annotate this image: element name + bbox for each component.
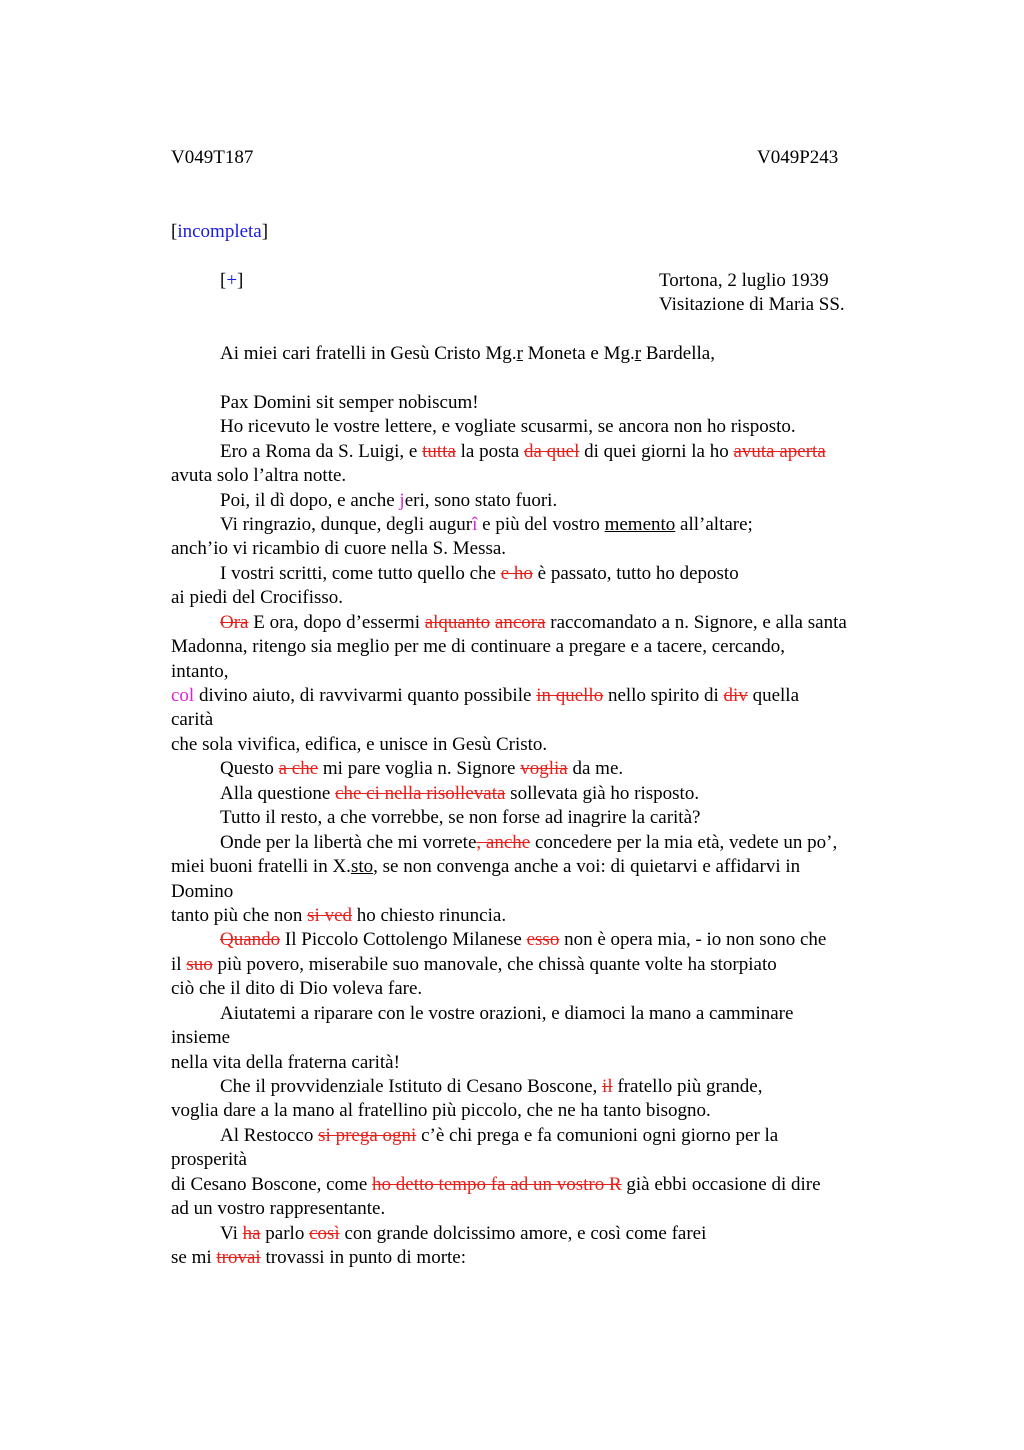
deleted-text: a che	[278, 758, 319, 779]
cross-symbol: +	[226, 270, 238, 291]
underlined-text: sto	[350, 856, 374, 877]
text-line	[220, 757, 623, 781]
text-segment: raccomandato a n. Signore, e alla santa	[545, 612, 847, 633]
text-segment: già ebbi occasione di dire	[621, 1174, 821, 1195]
deleted-text: e ho	[500, 563, 533, 584]
text-segment: anch’io vi ricambio di cuore nella S. Messa.	[171, 538, 507, 559]
text-line	[171, 1148, 247, 1172]
text-line	[220, 1002, 793, 1026]
text-line	[220, 806, 700, 830]
status-note	[171, 220, 268, 244]
deleted-text: tutta	[422, 441, 456, 462]
text-segment: Ai miei cari fratelli in Gesù Cristo Mg.	[220, 343, 517, 364]
deleted-text: voglia	[520, 758, 568, 779]
text-segment: Alla questione	[220, 783, 336, 804]
text-segment: ai piedi del Crocifisso.	[171, 587, 344, 608]
deleted-text: si ved	[307, 905, 352, 926]
deleted-text: da quel	[523, 441, 580, 462]
text-segment: I vostri scritti, come tutto quello che	[220, 563, 501, 584]
document-code-left: V049T187	[171, 147, 254, 168]
text-segment: Il Piccolo Cottolengo Milanese	[280, 929, 527, 950]
text-line	[171, 1026, 230, 1050]
text-segment: di quei giorni la ho	[579, 441, 734, 462]
text-segment: Domino	[171, 881, 234, 902]
deleted-text: div	[723, 685, 748, 706]
text-line	[220, 562, 739, 586]
text-segment: avuta solo l’altra notte.	[171, 465, 347, 486]
text-line	[220, 1124, 778, 1148]
deleted-text: si prega ogni	[318, 1125, 417, 1146]
text-line	[171, 904, 506, 928]
text-line	[171, 464, 346, 488]
text-line	[220, 1222, 706, 1246]
deleted-text: Quando	[220, 929, 281, 950]
text-segment: Vi	[220, 1223, 243, 1244]
underlined-text: r	[634, 343, 642, 364]
text-segment: Che il provvidenziale Istituto di Cesano Boscone,	[220, 1076, 603, 1097]
text-segment: mi pare voglia n. Signore	[318, 758, 521, 779]
text-line	[171, 586, 343, 610]
text-line	[171, 1197, 385, 1221]
text-line	[171, 635, 785, 659]
text-line	[171, 1246, 466, 1270]
deleted-text: in quello	[536, 685, 604, 706]
text-segment: Moneta e Mg.	[522, 343, 635, 364]
text-segment: Al Restocco	[220, 1125, 319, 1146]
deleted-text: esso	[526, 929, 560, 950]
text-line	[220, 831, 837, 855]
status-bracket-open: [	[171, 221, 178, 242]
cross-bracket-close: ]	[237, 270, 244, 291]
correction-text: col	[171, 685, 195, 706]
deleted-text: ha	[242, 1223, 261, 1244]
text-line	[220, 611, 847, 635]
deleted-text: suo	[186, 954, 213, 975]
text-segment: eri, sono stato fuori.	[404, 490, 558, 511]
deleted-text: trovai	[216, 1247, 261, 1268]
text-segment: Vi ringrazio, dunque, degli augur	[220, 514, 473, 535]
text-segment: più povero, miserabile suo manovale, che chissà quante volte ha storpiato	[212, 954, 777, 975]
text-segment: Questo	[220, 758, 279, 779]
place-date-line-1: Tortona, 2 luglio 1939	[659, 270, 829, 291]
text-segment: c’è chi prega e fa comunioni ogni giorno per la	[416, 1125, 779, 1146]
place-date-line-2: Visitazione di Maria SS.	[659, 294, 845, 315]
text-line	[171, 953, 777, 977]
text-line	[171, 684, 799, 708]
text-line	[171, 977, 422, 1001]
text-segment: tanto più che non	[171, 905, 308, 926]
deleted-text: così	[309, 1223, 340, 1244]
deleted-text: alquanto	[424, 612, 491, 633]
status-label: incompleta	[177, 221, 262, 242]
text-segment: Bardella,	[641, 343, 715, 364]
text-segment: all’altare;	[675, 514, 753, 535]
text-segment: quella	[747, 685, 800, 706]
text-line	[171, 855, 800, 879]
deleted-text: avuta aperta	[733, 441, 826, 462]
text-line	[171, 1173, 821, 1197]
document-code-right: V049P243	[757, 147, 839, 168]
text-segment: carità	[171, 709, 214, 730]
text-line	[220, 513, 753, 537]
text-segment: ad un vostro rappresentante.	[171, 1198, 386, 1219]
text-segment: Pax Domini sit semper nobiscum!	[220, 392, 479, 413]
underlined-text: memento	[604, 514, 676, 535]
deleted-text: , anche	[476, 832, 531, 853]
text-segment: fratello più grande,	[612, 1076, 763, 1097]
text-segment: che sola vivifica, edifica, e unisce in Gesù Cristo.	[171, 734, 548, 755]
text-segment: Ho ricevuto le vostre lettere, e vogliate scusarmi, se ancora non ho risposto.	[220, 416, 796, 437]
text-segment: Aiutatemi a riparare con le vostre orazioni, e diamoci la mano a camminare	[220, 1003, 794, 1024]
text-segment: nello spirito di	[603, 685, 724, 706]
text-segment: è passato, tutto ho deposto	[532, 563, 739, 584]
text-segment: miei buoni fratelli in X.	[171, 856, 351, 877]
text-segment: sollevata già ho risposto.	[505, 783, 700, 804]
text-line	[171, 708, 213, 732]
deleted-text: che ci nella risollevata	[335, 783, 506, 804]
text-line	[220, 342, 715, 366]
cross-mark	[220, 269, 243, 293]
text-segment: , se non convenga anche a voi: di quietarvi e affidarvi in	[373, 856, 801, 877]
cross-bracket-open: [	[220, 270, 227, 291]
status-bracket-close: ]	[261, 221, 269, 242]
text-segment: se mi	[171, 1247, 217, 1268]
text-segment: voglia dare a la mano al fratellino più piccolo, che ne ha tanto bisogno.	[171, 1100, 711, 1121]
text-segment: il	[171, 954, 187, 975]
text-segment: insieme	[171, 1027, 231, 1048]
text-segment: di Cesano Boscone, come	[171, 1174, 373, 1195]
deleted-text: ho detto tempo fa ad un vostro R	[372, 1174, 622, 1195]
correction-text: j	[399, 490, 405, 511]
deleted-text: ancora	[494, 612, 546, 633]
text-segment: concedere per la mia età, vedete un po’,	[530, 832, 838, 853]
text-line	[220, 1075, 762, 1099]
text-line	[220, 928, 826, 952]
text-segment: parlo	[260, 1223, 310, 1244]
text-line	[171, 1051, 400, 1075]
deleted-text: Ora	[220, 612, 249, 633]
text-segment: prosperità	[171, 1149, 247, 1170]
text-segment: con grande dolcissimo amore, e così come farei	[339, 1223, 707, 1244]
text-segment: nella vita della fraterna carità!	[171, 1052, 400, 1073]
text-segment: Madonna, ritengo sia meglio per me di continuare a pregare e a tacere, cercando,	[171, 636, 786, 657]
text-line	[171, 1099, 711, 1123]
text-line	[220, 391, 479, 415]
text-segment: e più del vostro	[477, 514, 605, 535]
text-line	[171, 880, 233, 904]
text-line	[171, 660, 229, 684]
text-line	[220, 440, 826, 464]
deleted-text: il	[602, 1076, 613, 1097]
text-segment: non è opera mia, - io non sono che	[559, 929, 827, 950]
text-segment: ho chiesto rinuncia.	[352, 905, 507, 926]
text-segment: trovassi in punto di morte:	[260, 1247, 467, 1268]
text-line	[220, 415, 796, 439]
text-segment: la posta	[455, 441, 524, 462]
text-segment: Ero a Roma da S. Luigi, e	[220, 441, 423, 462]
text-line	[171, 537, 506, 561]
text-line	[220, 489, 557, 513]
text-segment: divino aiuto, di ravvivarmi quanto possibile	[194, 685, 537, 706]
correction-text: î	[472, 514, 478, 535]
text-segment: ciò che il dito di Dio voleva fare.	[171, 978, 423, 999]
text-segment: da me.	[567, 758, 624, 779]
text-segment: Onde per la libertà che mi vorrete	[220, 832, 477, 853]
text-segment: intanto,	[171, 661, 229, 682]
text-segment: Poi, il dì dopo, e anche	[220, 490, 400, 511]
text-line	[220, 782, 699, 806]
text-segment: E ora, dopo d’essermi	[248, 612, 425, 633]
text-line	[171, 733, 547, 757]
underlined-text: r	[516, 343, 523, 364]
text-segment: Tutto il resto, a che vorrebbe, se non forse ad inagrire la carità?	[220, 807, 701, 828]
